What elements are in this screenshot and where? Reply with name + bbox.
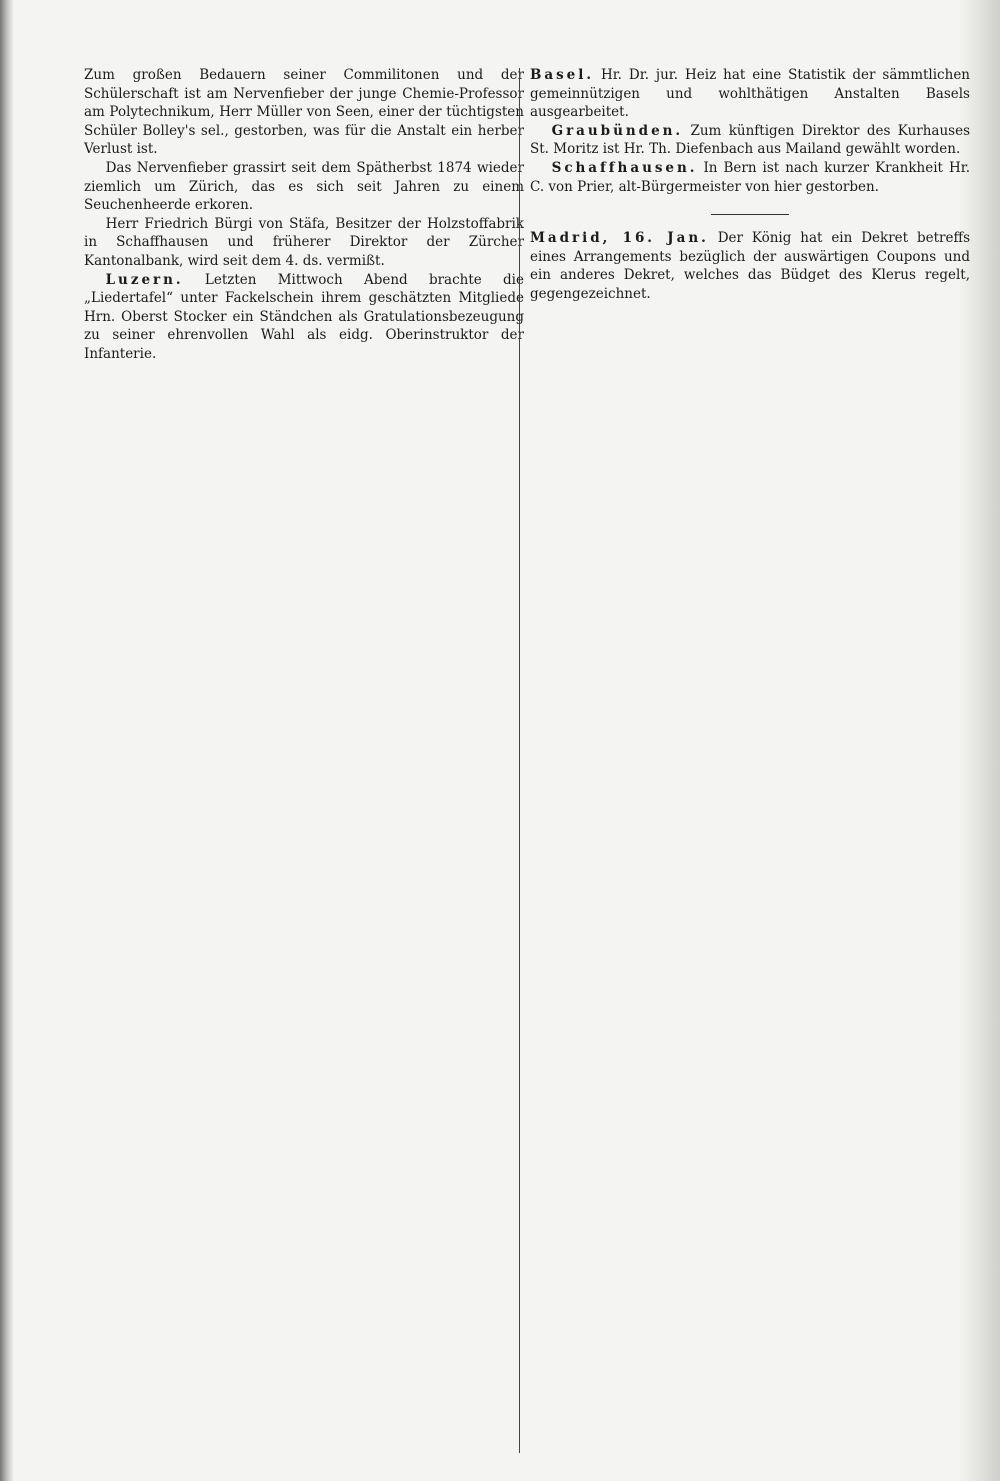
dateline: Luzern. (105, 271, 184, 288)
dateline: Graubünden. (551, 122, 684, 139)
article-text: Der König hat ein Dekret betreffs eines Arrangements bezüglich der auswärtigen Coupons und ein anderes Dekret, welches das Büdget des Klerus regelt, gegengezeichnet. (530, 230, 970, 302)
article-text: Letzten Mittwoch Abend brachte die „Liedertafel“ unter Fackelschein ihrem geschätzten Mitgliede Hrn. Oberst Stocker ein Ständchen als Gratulationsbezeugung zu seiner ehrenvollen Wahl als eidg. Oberinstruktor der Infanterie. (84, 271, 524, 362)
article-text: In Bern ist nach kurzer Krankheit Hr. C. von Prier, alt-Bürgermeister von hier gestorben. (530, 159, 970, 195)
left-column (84, 66, 524, 364)
article-paragraph (84, 66, 524, 159)
article-paragraph (530, 66, 970, 122)
right-column (530, 66, 970, 304)
article-paragraph (84, 215, 524, 271)
article-text: Zum großen Bedauern seiner Commilitonen und der Schülerschaft ist am Nervenfieber der junge Chemie-Professor am Polytechnikum, Herr Müller von Seen, einer der tüchtigsten Schüler Bolley's sel., gestorben, was für die Anstalt ein herber Verlust ist. (84, 67, 524, 158)
section-rule (711, 214, 789, 215)
article-text: Zum künftigen Direktor des Kurhauses St. Moritz ist Hr. Th. Diefenbach aus Mailand gewählt worden. (530, 122, 970, 158)
column-divider (519, 68, 520, 1453)
article-paragraph (530, 159, 970, 196)
article-paragraph (530, 229, 970, 303)
article-text: Das Nervenfieber grassirt seit dem Spätherbst 1874 wieder ziemlich um Zürich, das es sich seit Jahren zu einem Seuchenheerde erkoren. (84, 159, 524, 214)
article-paragraph (84, 159, 524, 215)
article-paragraph (84, 271, 524, 364)
dateline: Madrid, 16. Jan. (530, 230, 709, 247)
article-text: Herr Friedrich Bürgi von Stäfa, Besitzer der Holzstoffabrik in Schaffhausen und früherer Direktor der Zürcher Kantonalbank, wird seit dem 4. ds. vermißt. (84, 215, 524, 269)
page-edge-left (0, 0, 14, 1481)
dateline: Basel. (530, 67, 594, 83)
dateline: Schaffhausen. (551, 159, 698, 176)
article-text: Hr. Dr. jur. Heiz hat eine Statistik der sämmtlichen gemeinnützigen und wohlthätigen Anstalten Basels ausgearbeitet. (530, 67, 970, 121)
article-paragraph (530, 122, 970, 159)
